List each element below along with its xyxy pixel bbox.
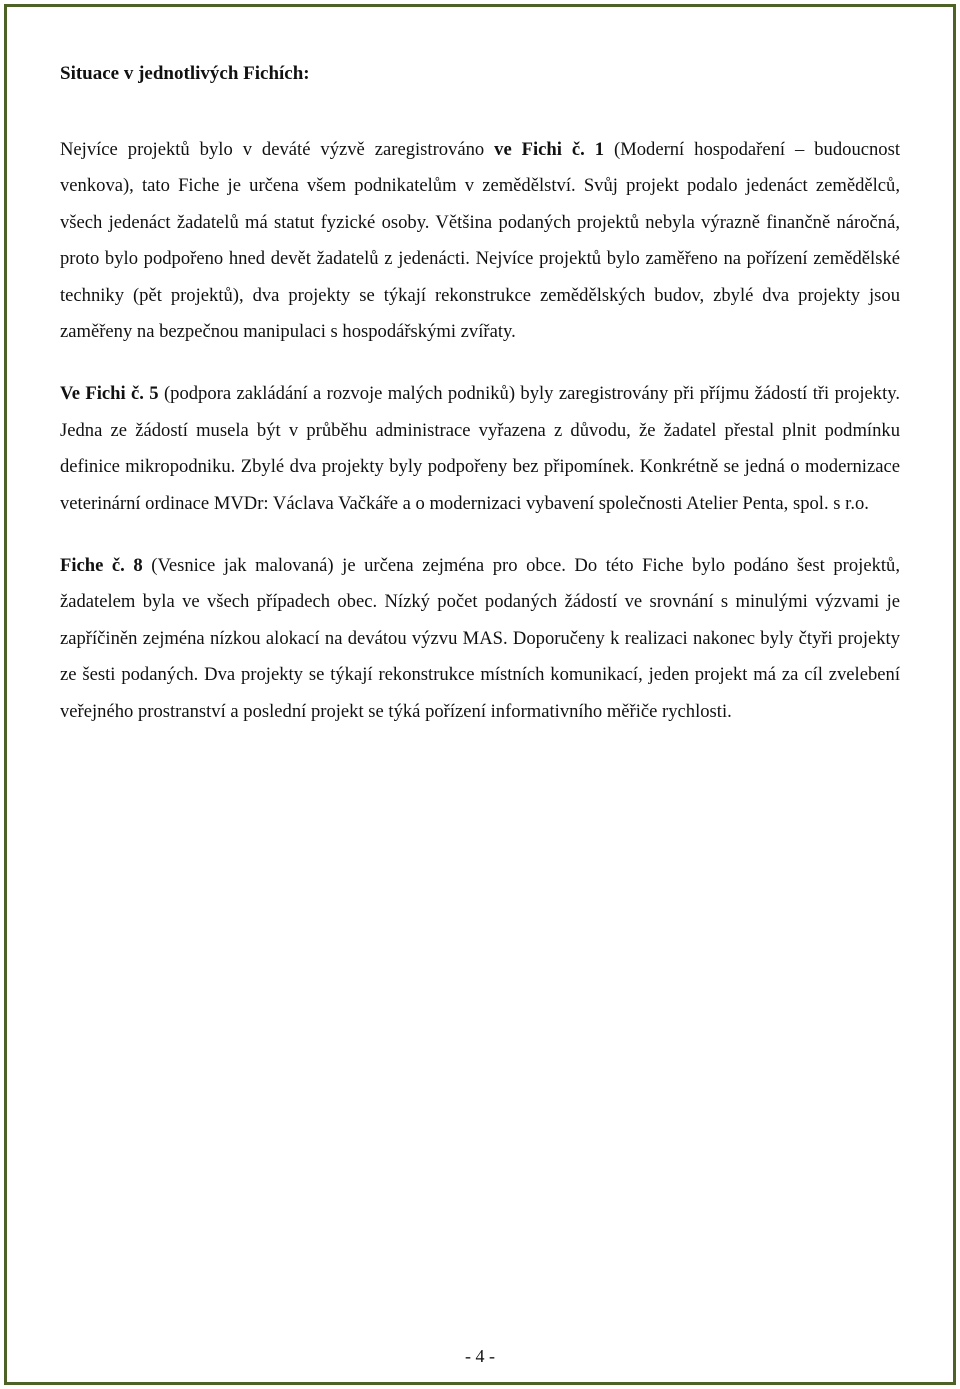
paragraph-fiche-8 bbox=[60, 548, 900, 730]
section-heading: Situace v jednotlivých Fichích: bbox=[60, 63, 310, 84]
document-body bbox=[60, 56, 900, 756]
fiche-1-label: ve Fichi č. 1 bbox=[494, 139, 605, 160]
fiche-8-label: Fiche č. 8 bbox=[60, 555, 143, 577]
paragraph-text: (podpora zakládání a rozvoje malých podniků) byly zaregistrovány při příjmu žádostí tři projekty. Jedna ze žádostí musela být v průběhu administrace vyřazena z důvodu, že žadatel přestal plnit podmínku definice mikropodniku. Zbylé dva projekty byly podpořeny bez připomínek. Konkrétně se jedná o modernizace veterinární ordinace MVDr: Václava Vačkáře a o modernizaci vybavení společnosti Atelier Penta, spol. s r.o. bbox=[60, 383, 900, 514]
paragraph-lead: Nejvíce projektů bylo v deváté výzvě zaregistrováno bbox=[60, 139, 495, 160]
paragraph-fiche-1 bbox=[60, 132, 900, 350]
paragraph-text: (Vesnice jak malovaná) je určena zejména pro obce. Do této Fiche bylo podáno šest projektů, žadatelem byla ve všech případech obec. Nízký počet podaných žádostí ve srovnání s minulými výzvami je zapříčiněn zejména nízkou alokací na devátou výzvu MAS. Doporučeny k realizaci nakonec byly čtyři projekty ze šesti podaných. Dva projekty se týkají rekonstrukce místních komunikací, jeden projekt má za cíl zvelebení veřejného prostranství a poslední projekt se týká pořízení informativního měřiče rychlosti. bbox=[60, 555, 900, 722]
paragraph-fiche-5 bbox=[60, 376, 900, 522]
paragraph-text: (Moderní hospodaření – budoucnost venkova), tato Fiche je určena všem podnikatelům v zemědělství. Svůj projekt podalo jedenáct zemědělců, všech jedenáct žadatelů má statut fyzické osoby. Většina podaných projektů nebyla výrazně finančně náročná, proto bylo podpořeno hned devět žadatelů z jedenácti. Nejvíce projektů bylo zaměřeno na pořízení zemědělské techniky (pět projektů), dva projekty se týkají rekonstrukce zemědělských budov, zbylé dva projekty jsou zaměřeny na bezpečnou manipulaci s hospodářskými zvířaty. bbox=[60, 139, 900, 343]
page-number: - 4 - bbox=[465, 1346, 495, 1366]
fiche-5-label: Ve Fichi č. 5 bbox=[60, 383, 159, 405]
